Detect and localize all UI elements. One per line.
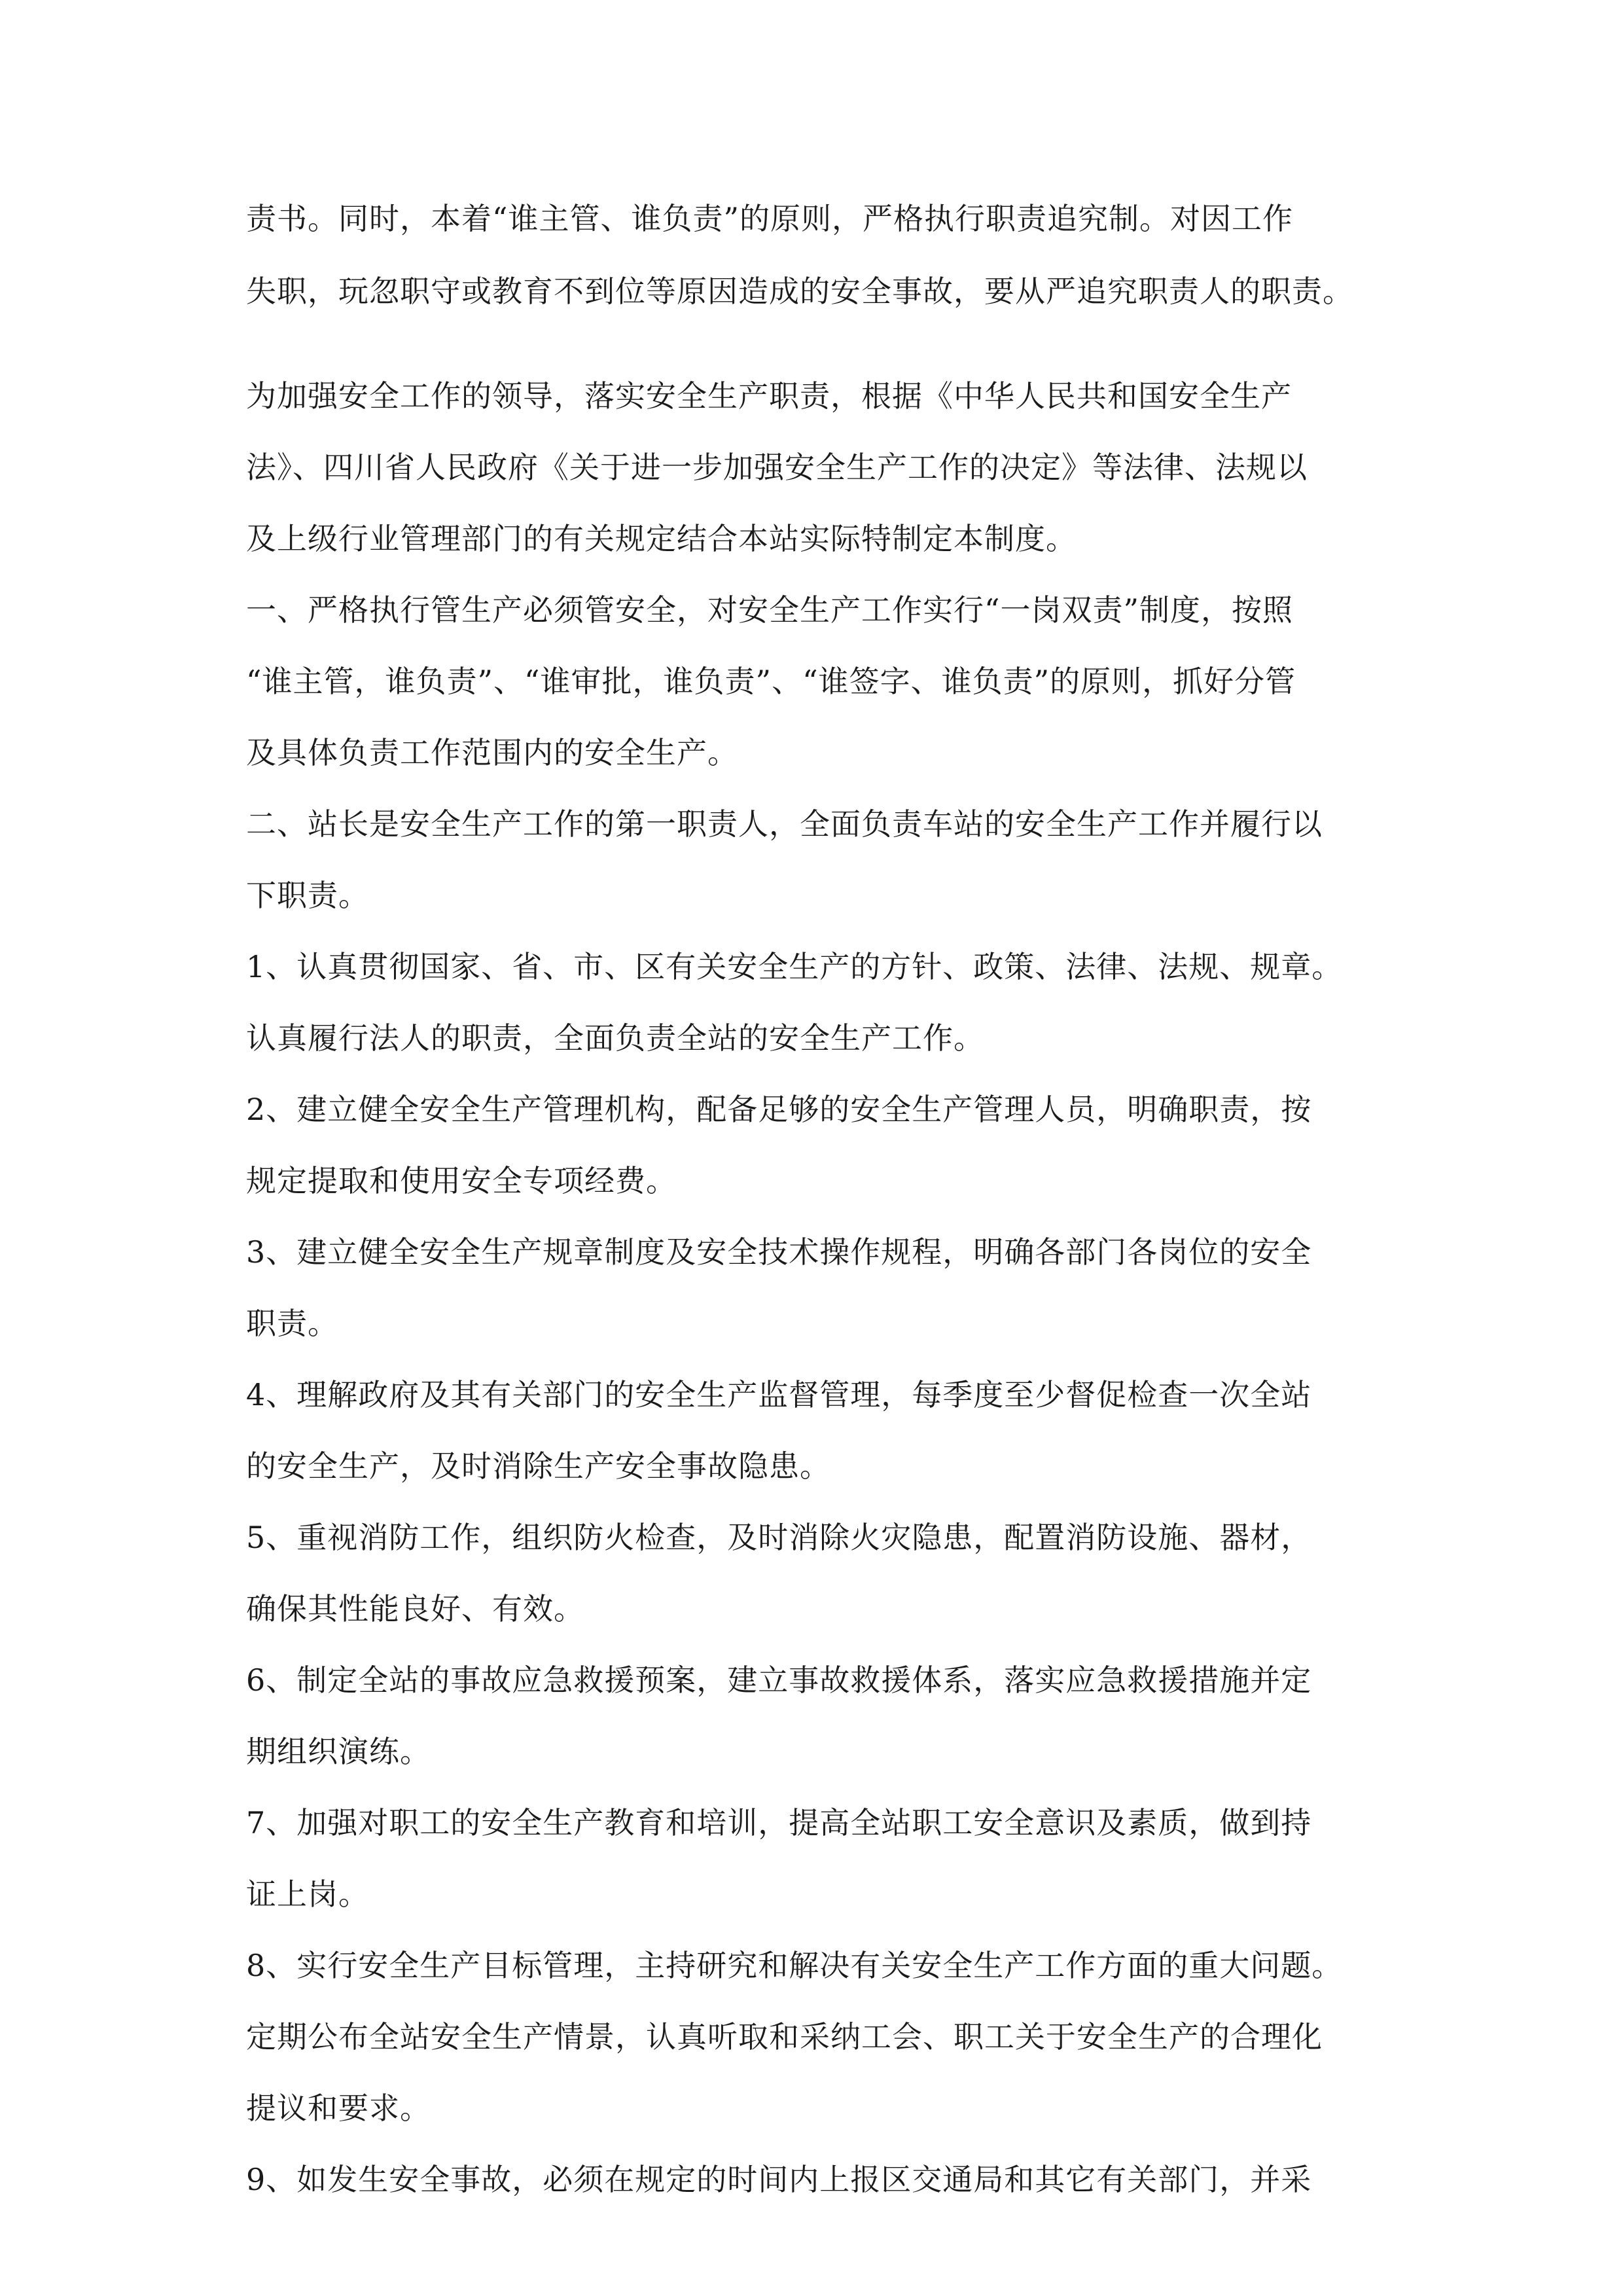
document-body (246, 200, 1398, 2198)
paragraph-safety-regulations (246, 377, 1398, 2198)
text-line: 期组织演练。 (246, 1734, 431, 1769)
text-line: 定期公布全站安全生产情景，认真听取和采纳工会、职工关于安全生产的合理化 (246, 2019, 1323, 2054)
text-line: 职责。 (246, 1306, 338, 1341)
text-line: 为加强安全工作的领导，落实安全生产职责，根据《中华人民共和国安全生产 (246, 378, 1292, 414)
text-line: 8、实行安全生产目标管理，主持研究和解决有关安全生产工作方面的重大问题。 (246, 1948, 1343, 1983)
text-line: 规定提取和使用安全专项经费。 (246, 1163, 677, 1198)
text-line: 的安全生产，及时消除生产安全事故隐患。 (246, 1448, 830, 1484)
text-line: 二、站长是安全生产工作的第一职责人，全面负责车站的安全生产工作并履行以 (246, 806, 1323, 842)
text-line: 证上岗。 (246, 1876, 369, 1912)
paragraph-responsibility-accountability (246, 200, 1398, 310)
text-line: 4、理解政府及其有关部门的安全生产监督管理，每季度至少督促检查一次全站 (246, 1377, 1312, 1412)
text-line: 2、建立健全安全生产管理机构，配备足够的安全生产管理人员，明确职责，按 (246, 1092, 1312, 1127)
text-line: 3、建立健全安全生产规章制度及安全技术操作规程，明确各部门各岗位的安全 (246, 1234, 1312, 1270)
text-line: 5、重视消防工作，组织防火检查，及时消除火灾隐患，配置消防设施、器材， (246, 1520, 1312, 1555)
text-line: 失职，玩忽职守或教育不到位等原因造成的安全事故，要从严追究职责人的职责。 (246, 274, 1353, 309)
text-line: 责书。同时，本着“谁主管、谁负责”的原则，严格执行职责追究制。对因工作 (246, 201, 1294, 236)
text-line: 确保其性能良好、有效。 (246, 1591, 584, 1626)
text-line: 法》、四川省人民政府《关于进一步加强安全生产工作的决定》等法律、法规以 (246, 450, 1308, 485)
text-line: 认真履行法人的职责，全面负责全站的安全生产工作。 (246, 1020, 984, 1056)
text-line: 一、严格执行管生产必须管安全，对安全生产工作实行“一岗双责”制度，按照 (246, 592, 1294, 628)
text-line: 及上级行业管理部门的有关规定结合本站实际特制定本制度。 (246, 521, 1077, 556)
paragraph-gap (246, 310, 1398, 384)
text-line: 7、加强对职工的安全生产教育和培训，提高全站职工安全意识及素质，做到持 (246, 1805, 1312, 1840)
text-line: 1、认真贯彻国家、省、市、区有关安全生产的方针、政策、法律、法规、规章。 (246, 949, 1343, 984)
text-line: “谁主管，谁负责”、“谁审批，谁负责”、“谁签字、谁负责”的原则，抓好分管 (246, 664, 1296, 699)
text-line: 6、制定全站的事故应急救援预案，建立事故救援体系，落实应急救援措施并定 (246, 1662, 1312, 1698)
text-line: 9、如发生安全事故，必须在规定的时间内上报区交通局和其它有关部门，并采 (246, 2162, 1312, 2197)
text-line: 下职责。 (246, 878, 369, 913)
text-line: 提议和要求。 (246, 2090, 431, 2126)
text-line: 及具体负责工作范围内的安全生产。 (246, 735, 738, 770)
